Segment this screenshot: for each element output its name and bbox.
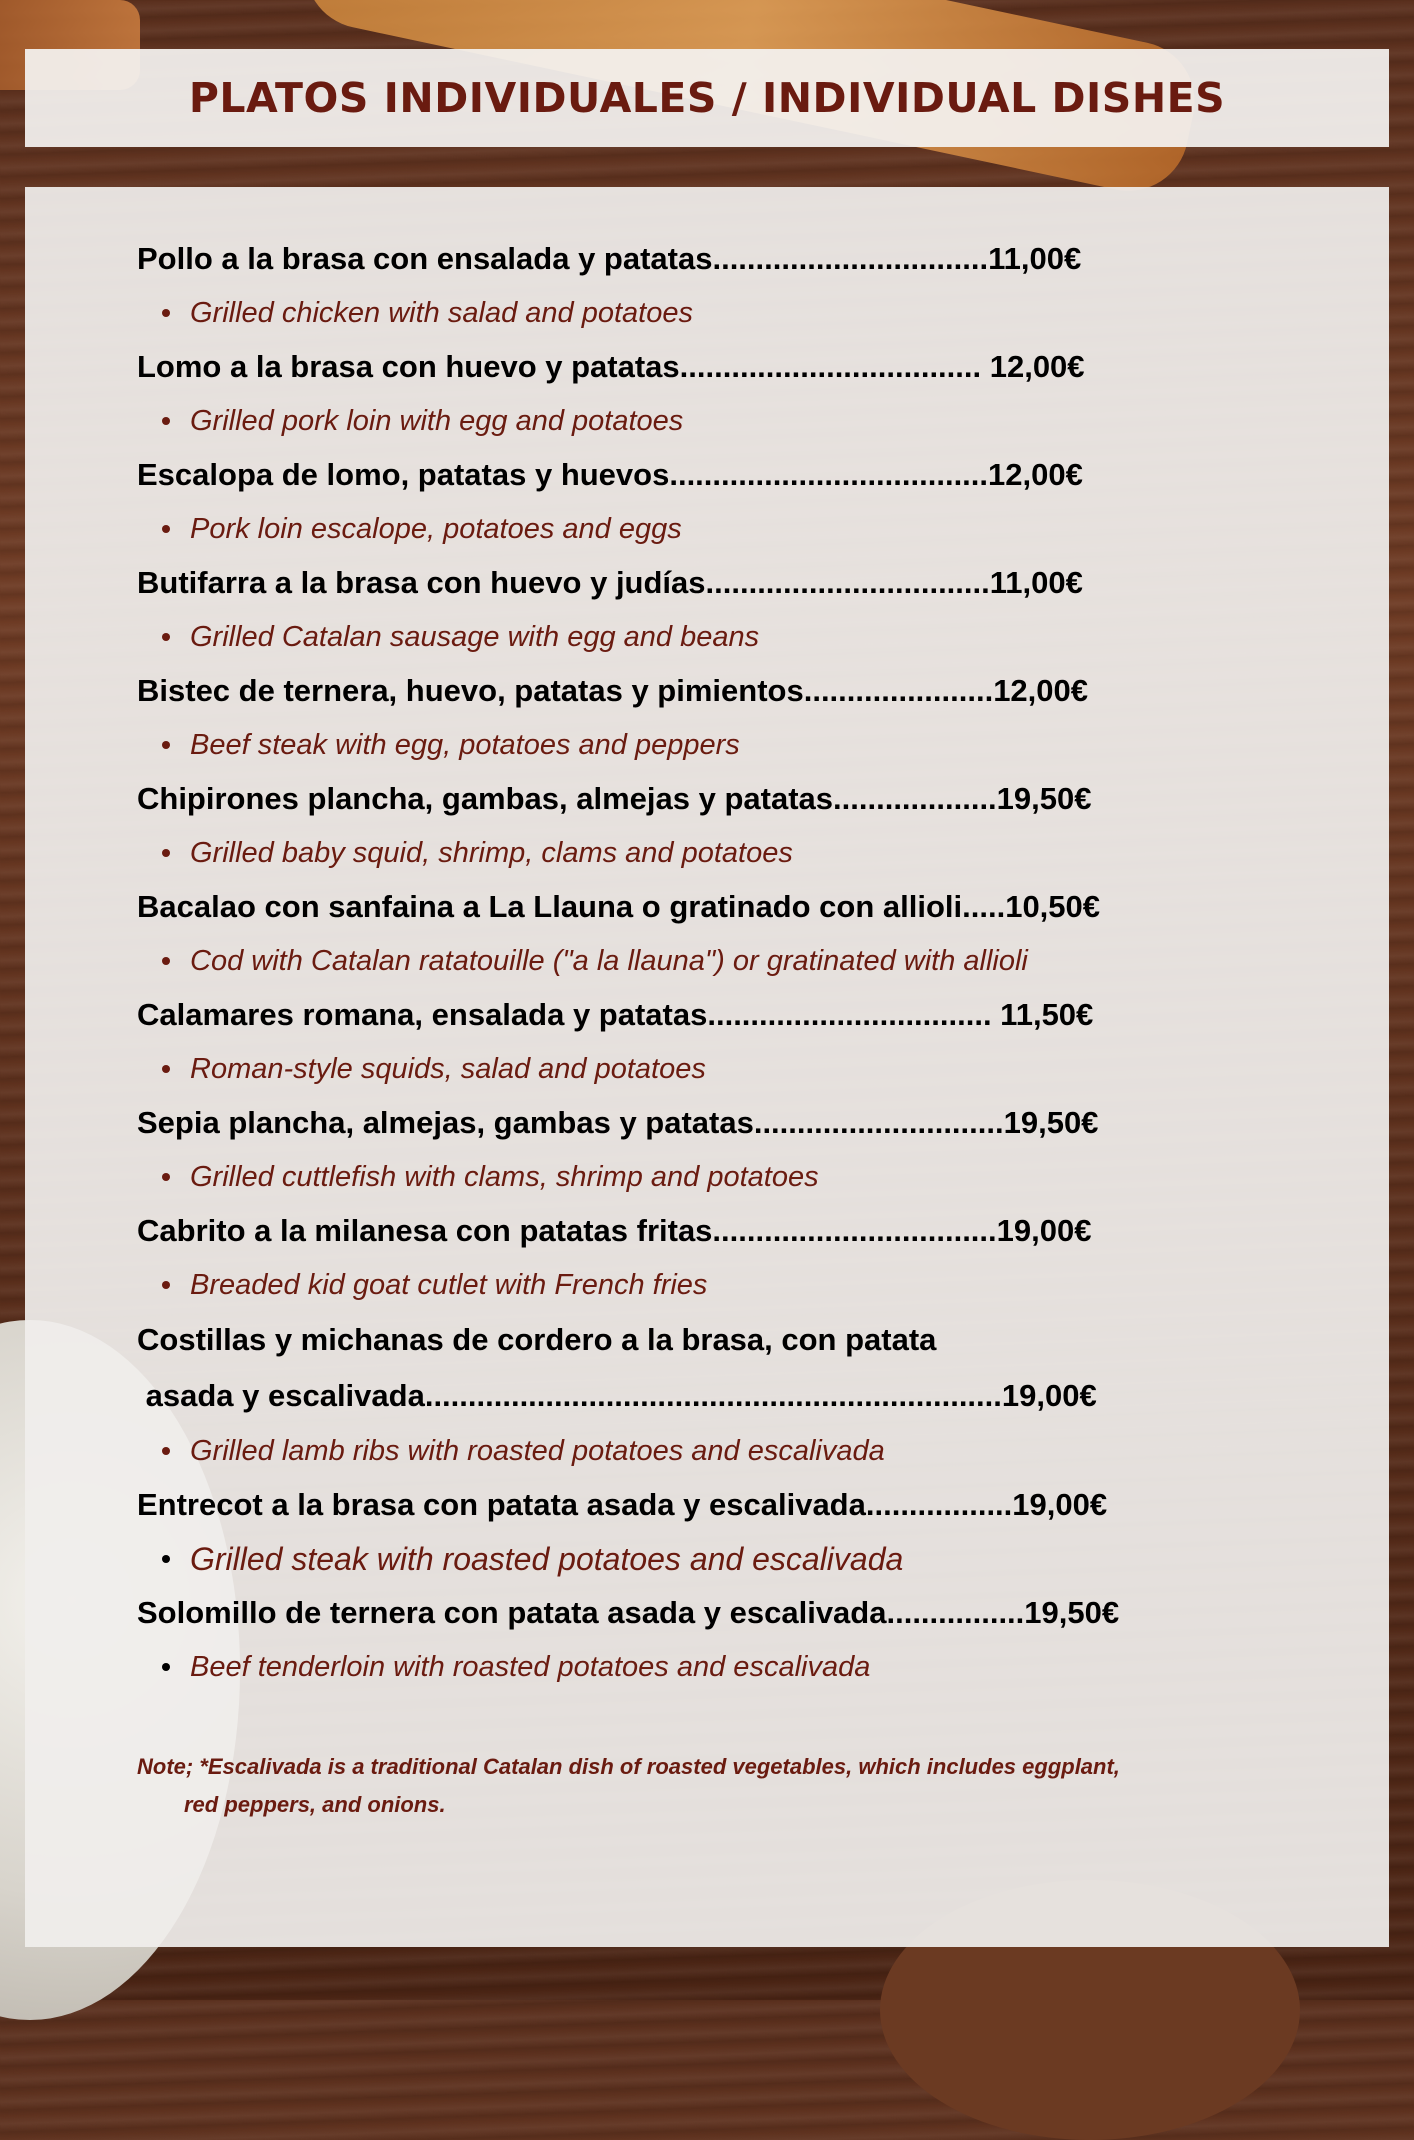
dish-description-text: Grilled Catalan sausage with egg and beans [190,620,760,653]
dish-item [137,556,1257,664]
dish-item [137,340,1257,448]
title-banner [25,49,1389,147]
note-line2: red peppers, and onions. [184,1792,446,1817]
dish-description [137,502,1257,556]
dish-description [137,1258,1257,1312]
dish-description [137,1640,1257,1694]
dish-description-text: Grilled baby squid, shrimp, clams and potatoes [190,836,793,869]
bullet-icon [162,1281,170,1289]
dish-description-text: Grilled lamb ribs with roasted potatoes and escalivada [190,1434,885,1467]
dish-name-line1: Costillas y michanas de cordero a la brasa, con patata [137,1322,937,1357]
dish-description [137,1424,1257,1478]
dish-name: Bistec de ternera, huevo, patatas y pimientos......................12,00€ [137,673,1089,708]
dish-description-text: Pork loin escalope, potatoes and eggs [190,512,682,545]
bullet-icon [162,849,170,857]
dish-item-entrecot [137,1478,1257,1586]
dish-description [137,394,1257,448]
dish-description-text: Cod with Catalan ratatouille ("a la llauna") or gratinated with allioli [190,944,1028,977]
dish-name: Lomo a la brasa con huevo y patatas................................... 12,00€ [137,349,1085,384]
dish-description [137,826,1257,880]
dish-name: Chipirones plancha, gambas, almejas y patatas...................19,50€ [137,781,1092,816]
dish-description-text: Roman-style squids, salad and potatoes [190,1052,706,1085]
bullet-icon [162,741,170,749]
dish-description [137,1150,1257,1204]
dish-description [137,1042,1257,1096]
bullet-icon [162,1447,170,1455]
dish-name: Butifarra a la brasa con huevo y judías.................................11,00€ [137,565,1083,600]
dish-name: Sepia plancha, almejas, gambas y patatas.............................19,50€ [137,1105,1099,1140]
dish-name-line2: asada y escalivada...................................................................19,00€ [137,1378,1097,1413]
bullet-icon [162,1173,170,1181]
dish-description [137,934,1257,988]
dish-name: Bacalao con sanfaina a La Llauna o gratinado con allioli.....10,50€ [137,889,1101,924]
page-title: PLATOS INDIVIDUALES / INDIVIDUAL DISHES [188,74,1226,122]
dish-item [137,772,1257,880]
dish-description [137,610,1257,664]
bullet-icon [162,309,170,317]
dish-name: Pollo a la brasa con ensalada y patatas................................11,00€ [137,241,1082,276]
dish-item [137,1204,1257,1312]
bullet-icon [162,417,170,425]
dish-description-text: Beef tenderloin with roasted potatoes and escalivada [190,1650,871,1683]
dish-item [137,664,1257,772]
bullet-icon [162,1555,170,1563]
dish-name: Calamares romana, ensalada y patatas................................. 11,50€ [137,997,1094,1032]
dish-description [137,1532,1257,1586]
dish-item [137,988,1257,1096]
dish-item [137,880,1257,988]
bullet-icon [162,1065,170,1073]
note-line1: Note; *Escalivada is a traditional Catalan dish of roasted vegetables, which includes eggplant, [137,1754,1120,1779]
bullet-icon [162,1663,170,1671]
bullet-icon [162,525,170,533]
dish-list [137,232,1257,1694]
dish-item [137,448,1257,556]
dish-item [137,1096,1257,1204]
dish-item-solomillo [137,1586,1257,1694]
escalivada-note [137,1748,1257,1824]
dish-item [137,232,1257,340]
dish-description-text: Grilled steak with roasted potatoes and escalivada [190,1540,904,1577]
dish-name: Entrecot a la brasa con patata asada y escalivada.................19,00€ [137,1487,1108,1522]
dish-description-text: Breaded kid goat cutlet with French fries [190,1268,708,1301]
bullet-icon [162,957,170,965]
dish-name: Escalopa de lomo, patatas y huevos.....................................12,00€ [137,457,1083,492]
dish-description [137,286,1257,340]
dish-description-text: Grilled chicken with salad and potatoes [190,296,693,329]
dish-description [137,718,1257,772]
bullet-icon [162,633,170,641]
dish-name: Solomillo de ternera con patata asada y escalivada................19,50€ [137,1595,1120,1630]
dish-item-costillas [137,1312,1257,1478]
dish-name: Cabrito a la milanesa con patatas fritas.................................19,00€ [137,1213,1092,1248]
dish-description-text: Grilled pork loin with egg and potatoes [190,404,684,437]
dish-description-text: Grilled cuttlefish with clams, shrimp and potatoes [190,1160,819,1193]
dish-description-text: Beef steak with egg, potatoes and peppers [190,728,740,761]
